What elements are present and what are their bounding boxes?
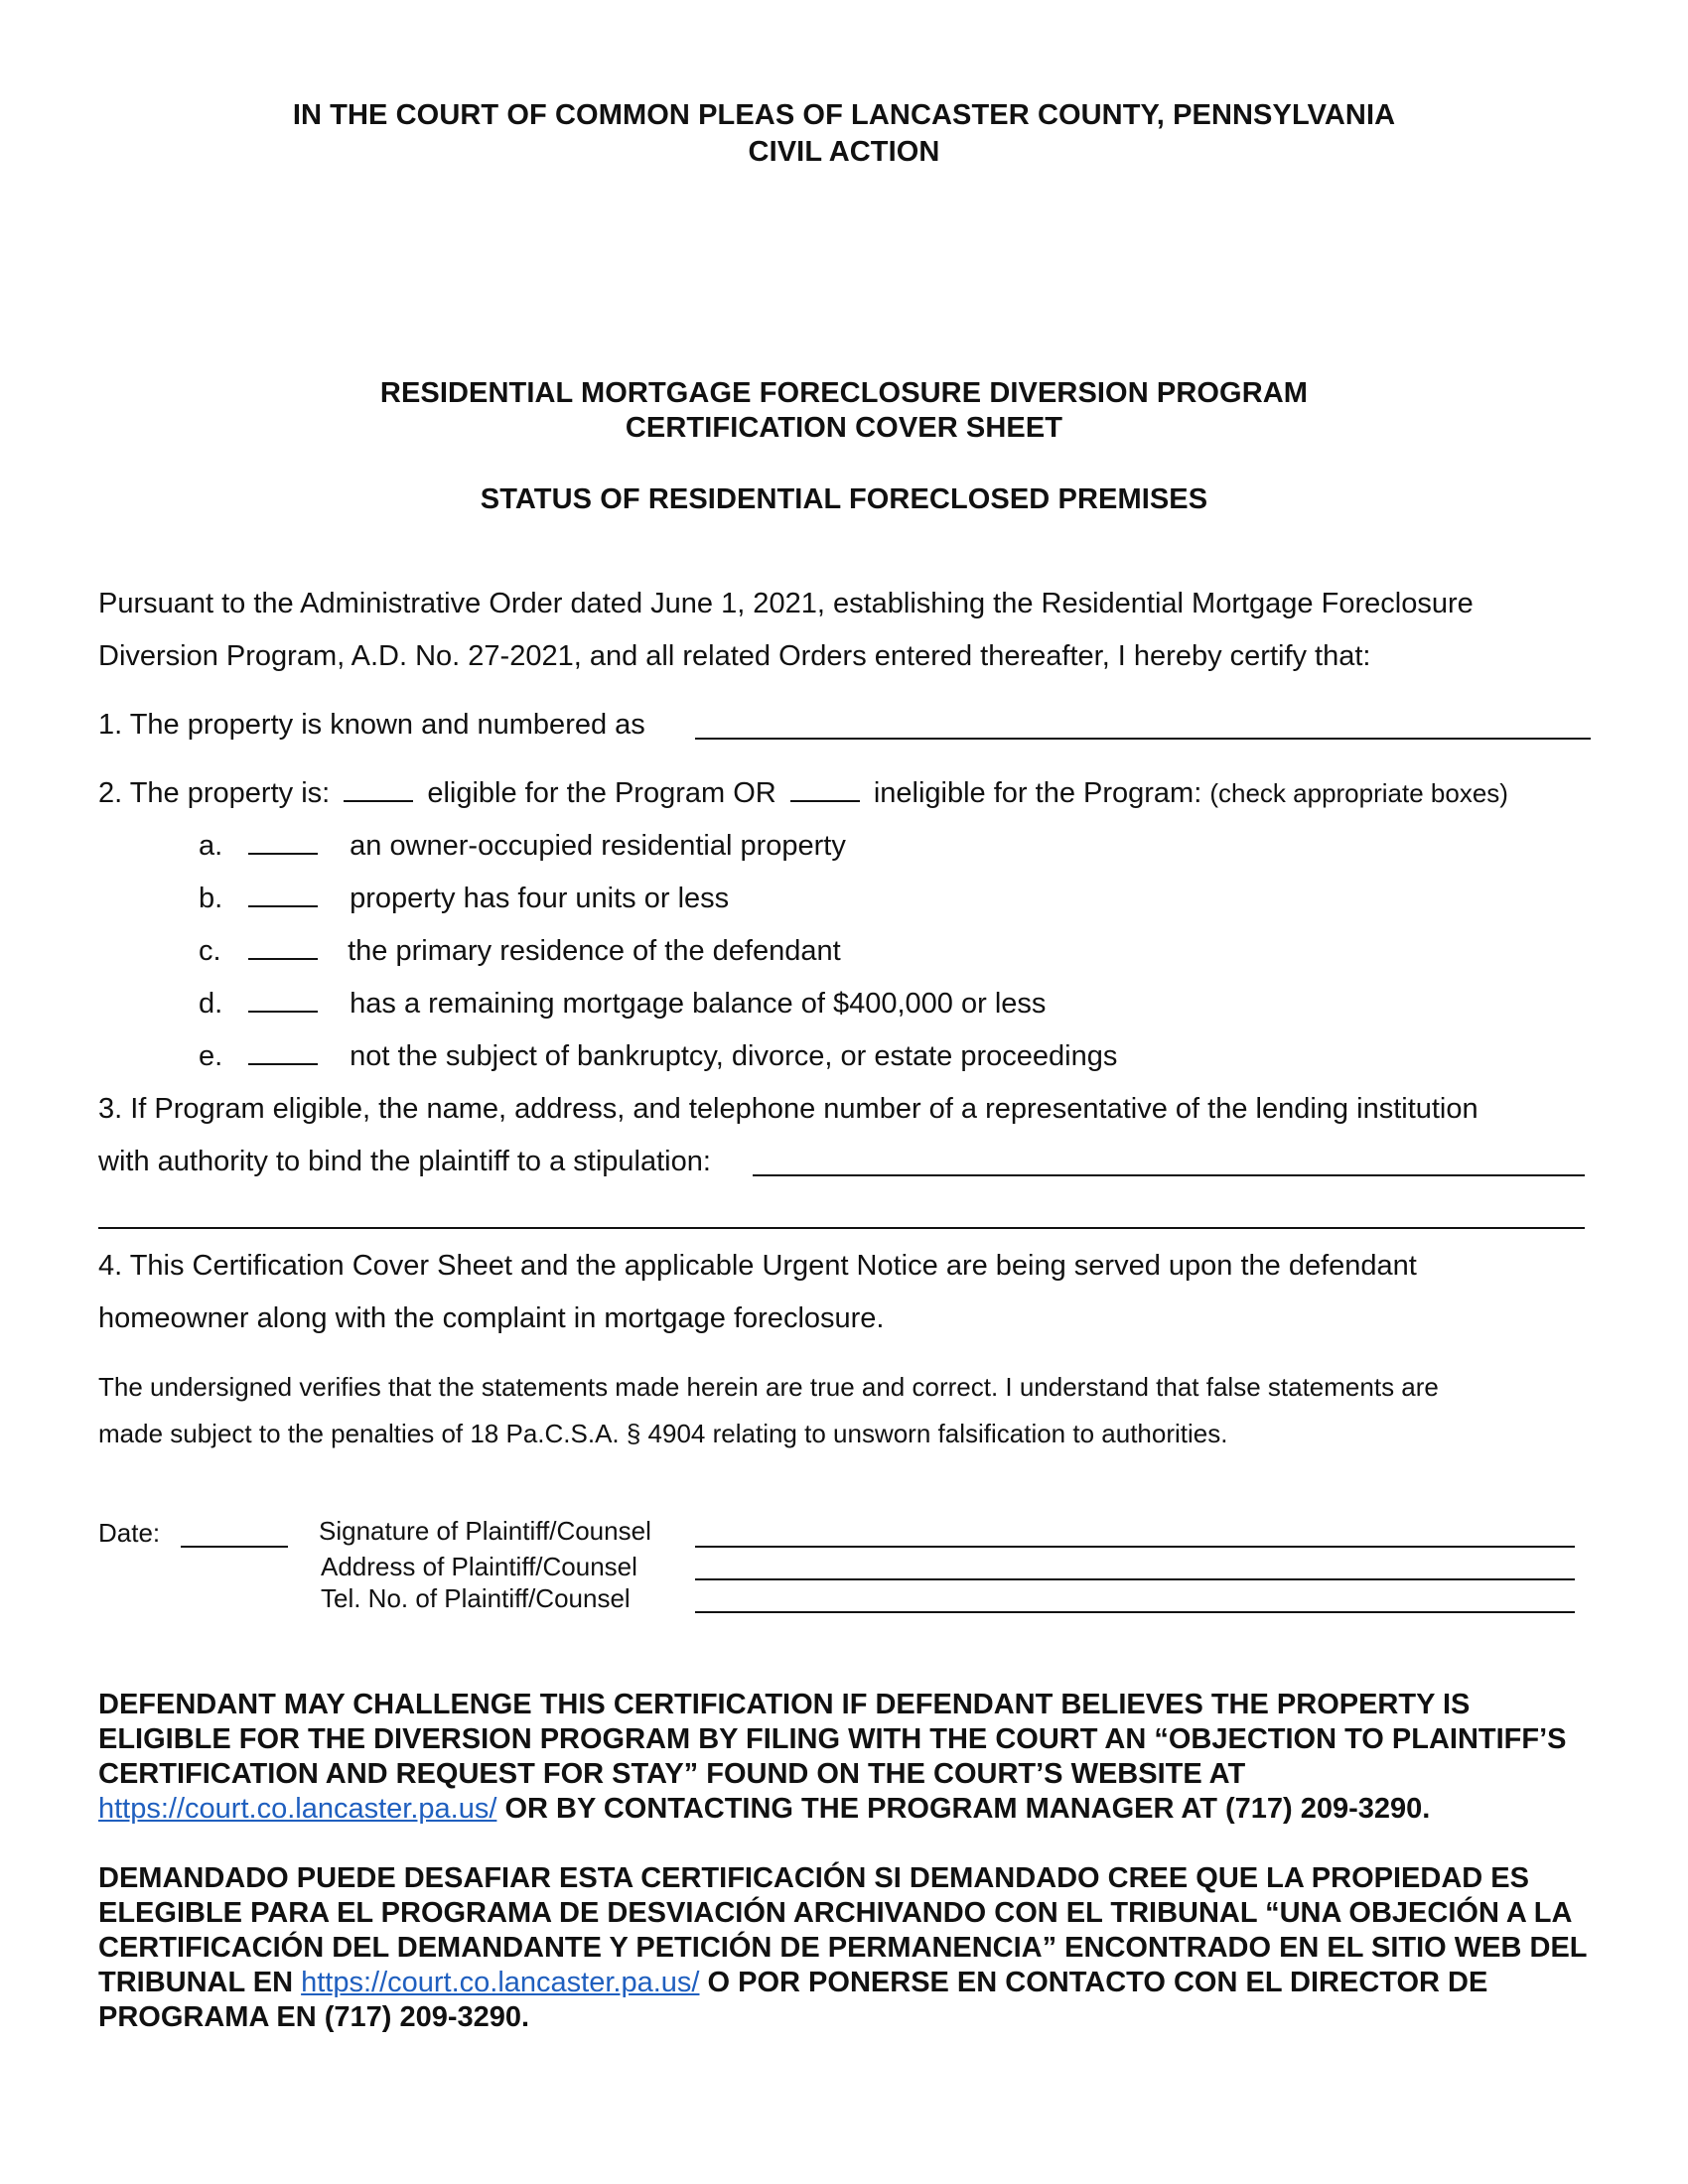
sub-item-a-checkbox[interactable] <box>248 831 318 855</box>
sub-item-letter: a. <box>199 830 223 862</box>
case-type: CIVIL ACTION <box>748 136 940 168</box>
property-address-field[interactable] <box>695 738 1591 740</box>
item-3-line-2: with authority to bind the plaintiff to a stipulation: <box>98 1146 711 1177</box>
program-title: RESIDENTIAL MORTGAGE FORECLOSURE DIVERSION PROGRAM <box>379 377 1309 409</box>
sub-item-c-checkbox[interactable] <box>248 936 318 960</box>
ineligible-label: ineligible for the Program: <box>873 777 1202 809</box>
item-4-line-2: homeowner along with the complaint in mortgage foreclosure. <box>98 1302 885 1334</box>
lender-representative-field-2[interactable] <box>98 1227 1585 1229</box>
sub-item-c <box>199 935 841 968</box>
sub-item-b-checkbox[interactable] <box>248 884 318 907</box>
tel-field[interactable] <box>695 1611 1575 1613</box>
sub-item-letter: b. <box>199 883 223 914</box>
notice-english <box>98 1688 1608 1827</box>
notice-spanish-text: DEMANDADO PUEDE DESAFIAR ESTA CERTIFICACIÓN SI DEMANDADO CREE QUE LA PROPIEDAD ES ELEGIBLE PARA EL PROGRAMA DE DESVIACIÓN ARCHIVANDO CON EL TRIBUNAL “UNA OBJECIÓN A LA CERTIFICACIÓN DEL DEMANDANTE Y PETICIÓN DE PERMANENCIA” ENCONTRADO EN EL SITIO WEB DEL TRIBUNAL EN <box>98 1862 1587 1998</box>
sub-item-text: the primary residence of the defendant <box>348 935 841 967</box>
signature-label: Signature of Plaintiff/Counsel <box>319 1516 651 1546</box>
court-website-link[interactable]: https://court.co.lancaster.pa.us/ <box>98 1793 497 1825</box>
item-3-line-1: 3. If Program eligible, the name, address, and telephone number of a representative of the lending institution <box>98 1093 1478 1125</box>
notice-spanish-contact: O POR PONERSE EN CONTACTO CON EL DIRECTOR DE PROGRAMA EN (717) 209-3290. <box>98 1967 1488 2033</box>
eligible-checkbox[interactable] <box>344 778 413 802</box>
eligible-label: eligible for the Program OR <box>427 777 776 809</box>
sub-item-letter: d. <box>199 988 223 1020</box>
status-heading: STATUS OF RESIDENTIAL FORECLOSED PREMISES <box>480 483 1208 515</box>
sub-item-d-checkbox[interactable] <box>248 989 318 1013</box>
sub-item-text: property has four units or less <box>350 883 730 914</box>
sub-item-e-checkbox[interactable] <box>248 1041 318 1065</box>
item-4-line-1: 4. This Certification Cover Sheet and the applicable Urgent Notice are being served upon the defendant <box>98 1250 1417 1282</box>
sub-item-text: has a remaining mortgage balance of $400,000 or less <box>350 988 1047 1020</box>
signature-field[interactable] <box>695 1546 1575 1548</box>
tel-label: Tel. No. of Plaintiff/Counsel <box>321 1583 631 1613</box>
ineligible-checkbox[interactable] <box>790 778 860 802</box>
sub-item-e <box>199 1040 1117 1073</box>
sub-item-b <box>199 883 729 915</box>
sub-item-letter: e. <box>199 1040 223 1072</box>
notice-english-text: DEFENDANT MAY CHALLENGE THIS CERTIFICATION IF DEFENDANT BELIEVES THE PROPERTY IS ELIGIBLE FOR THE DIVERSION PROGRAM BY FILING WITH THE COURT AN “OBJECTION TO PLAINTIFF’S CERTIFICATION AND REQUEST FOR STAY” FOUND ON THE COURT’S WEBSITE AT <box>98 1689 1567 1790</box>
item-2-prefix: 2. The property is: <box>98 777 331 809</box>
court-website-link-es[interactable]: https://court.co.lancaster.pa.us/ <box>301 1967 700 1998</box>
court-name: IN THE COURT OF COMMON PLEAS OF LANCASTER COUNTY, PENNSYLVANIA <box>292 99 1396 131</box>
sub-item-text: an owner-occupied residential property <box>350 830 846 862</box>
notice-english-contact: OR BY CONTACTING THE PROGRAM MANAGER AT (717) 209-3290. <box>504 1793 1431 1825</box>
sub-item-letter: c. <box>199 935 221 967</box>
notice-spanish <box>98 1861 1608 2035</box>
date-field[interactable] <box>181 1546 288 1548</box>
date-label: Date: <box>98 1518 161 1548</box>
address-field[interactable] <box>695 1578 1575 1580</box>
item-2-row <box>98 777 1508 810</box>
sub-item-a <box>199 830 846 863</box>
sub-item-d <box>199 988 1046 1021</box>
intro-line-2: Diversion Program, A.D. No. 27-2021, and all related Orders entered thereafter, I hereby certify that: <box>98 640 1371 672</box>
lender-representative-field[interactable] <box>753 1174 1585 1176</box>
intro-line-1: Pursuant to the Administrative Order dated June 1, 2021, establishing the Residential Mortgage Foreclosure <box>98 588 1474 619</box>
verification-line-1: The undersigned verifies that the statements made herein are true and correct. I understand that false statements are <box>98 1372 1439 1402</box>
sheet-title: CERTIFICATION COVER SHEET <box>625 412 1063 444</box>
check-note: (check appropriate boxes) <box>1209 778 1508 808</box>
address-label: Address of Plaintiff/Counsel <box>321 1552 637 1581</box>
verification-line-2: made subject to the penalties of 18 Pa.C.S.A. § 4904 relating to unsworn falsification to authorities. <box>98 1419 1228 1448</box>
item-1-label: 1. The property is known and numbered as <box>98 709 645 741</box>
sub-item-text: not the subject of bankruptcy, divorce, or estate proceedings <box>350 1040 1118 1072</box>
